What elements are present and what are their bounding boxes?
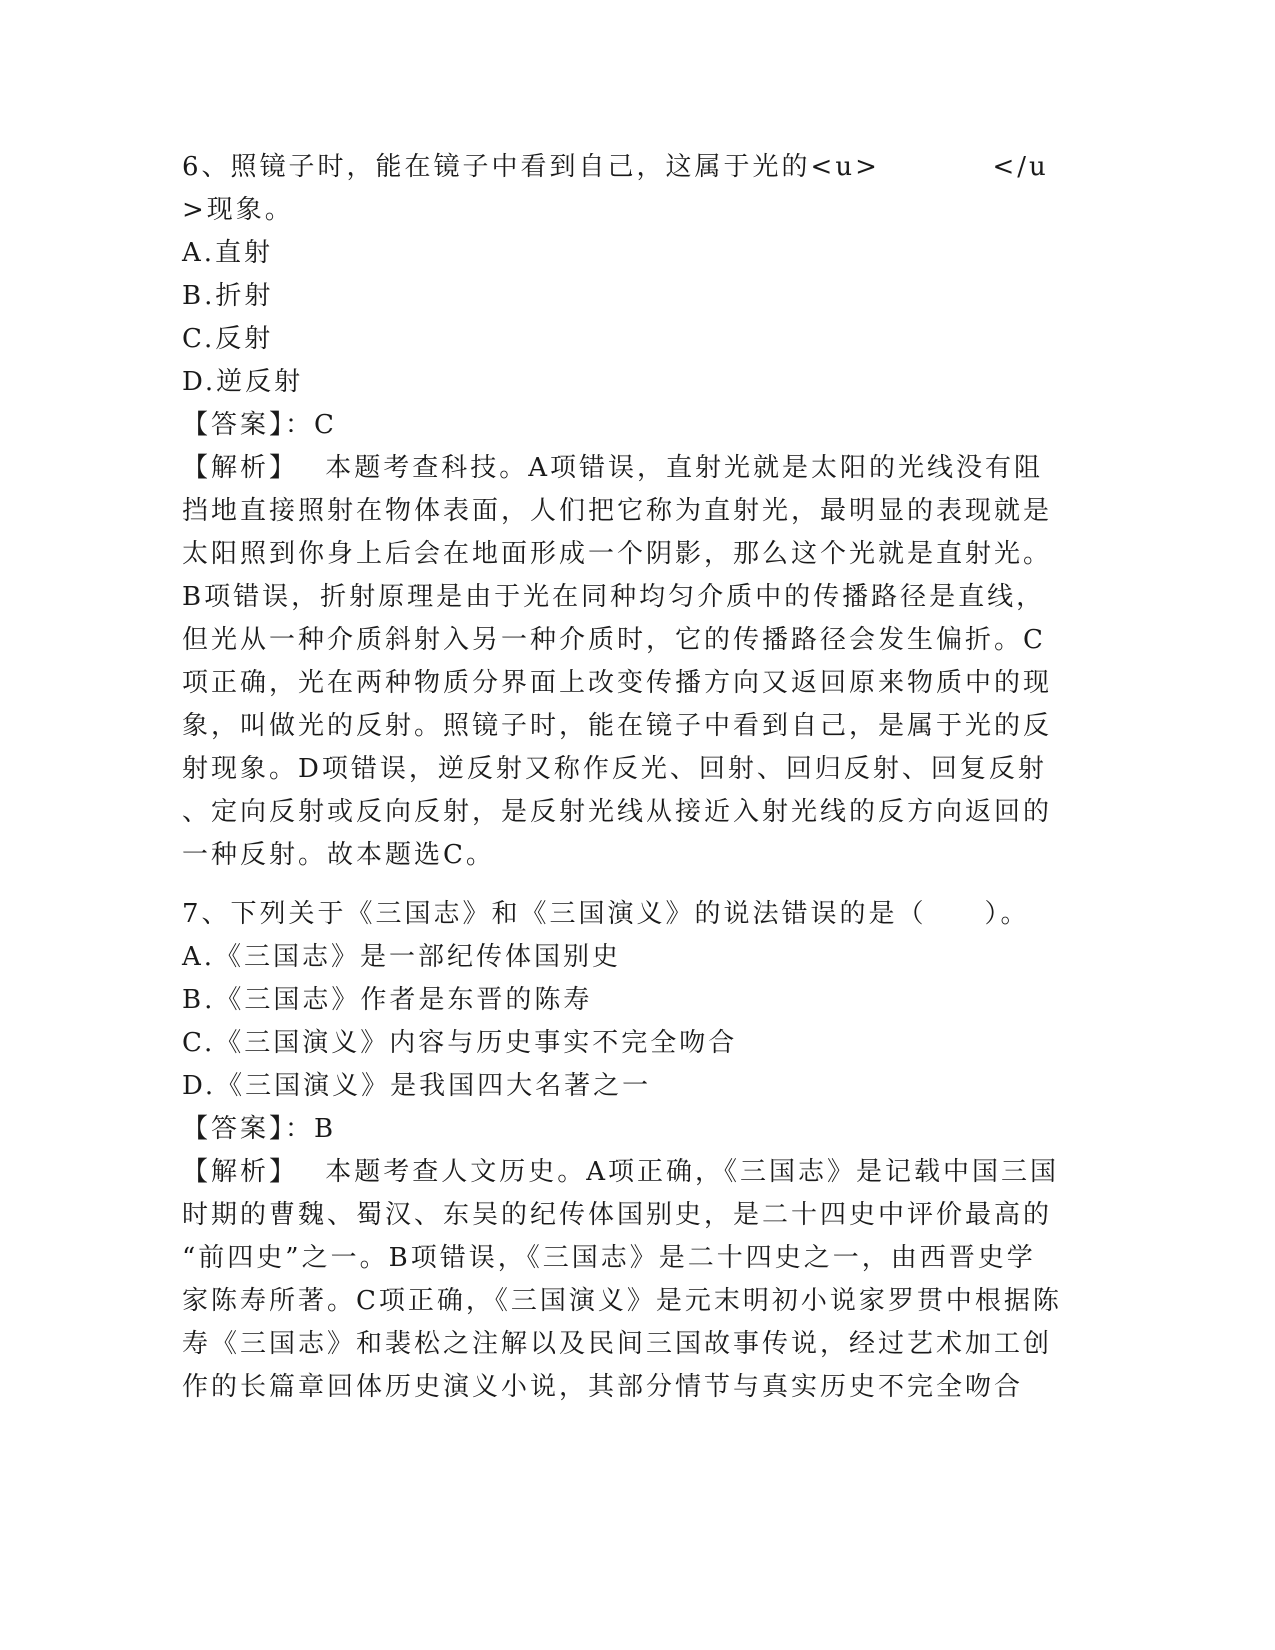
question-7-answer: B	[314, 1114, 337, 1144]
question-7-analysis-label: 【解析】	[182, 1157, 286, 1187]
question-7-answer-row	[182, 1108, 1062, 1151]
question-7-option-d: D.《三国演义》是我国四大名著之一	[182, 1071, 652, 1101]
question-6-option-b: B.折射	[182, 281, 274, 311]
question-6-analysis-row	[182, 447, 1062, 877]
question-7-analysis: 本题考查人文历史。A项正确，《三国志》是记载中国三国时期的曹魏、蜀汉、东吴的纪传体国别史，是二十四史中评价最高的“前四史”之一。B项错误，《三国志》是二十四史之一，由西晋史学家陈寿所著。C项正确，《三国演义》是元末明初小说家罗贯中根据陈寿《三国志》和裴松之注解以及民间三国故事传说，经过艺术加工创作的长篇章回体历史演义小说，其部分情节与真实历史不完全吻合	[182, 1157, 1062, 1402]
question-7-option-b: B.《三国志》作者是东晋的陈寿	[182, 985, 593, 1015]
document-page	[182, 146, 1062, 1409]
question-6-option-d: D.逆反射	[182, 367, 304, 397]
question-7-option-a: A.《三国志》是一部纪传体国别史	[182, 942, 622, 972]
question-6-answer-row	[182, 404, 1062, 447]
question-6-answer: C	[314, 410, 337, 440]
question-6-option-c: C.反射	[182, 324, 274, 354]
question-6-analysis: 本题考查科技。A项错误，直射光就是太阳的光线没有阻挡地直接照射在物体表面，人们把它称为直射光，最明显的表现就是太阳照到你身上后会在地面形成一个阴影，那么这个光就是直射光。B项错误，折射原理是由于光在同种均匀介质中的传播路径是直线，但光从一种介质斜射入另一种介质时，它的传播路径会发生偏折。C项正确，光在两种物质分界面上改变传播方向又返回原来物质中的现象，叫做光的反射。照镜子时，能在镜子中看到自己，是属于光的反射现象。D项错误，逆反射又称作反光、回射、回归反射、回复反射、定向反射或反向反射，是反射光线从接近入射光线的反方向返回的一种反射。故本题选C。	[182, 453, 1053, 870]
question-6-answer-label: 【答案】：	[182, 410, 315, 440]
question-6-option-a: A.直射	[182, 238, 274, 268]
question-7-answer-label: 【答案】：	[182, 1114, 315, 1144]
question-7-analysis-row	[182, 1151, 1062, 1409]
question-6-stem: 6、照镜子时，能在镜子中看到自己，这属于光的<u> </u>现象。	[182, 152, 1049, 225]
question-7-stem: 7、下列关于《三国志》和《三国演义》的说法错误的是（ ）。	[182, 899, 1030, 929]
question-6-analysis-label: 【解析】	[182, 453, 286, 483]
question-7-option-c: C.《三国演义》内容与历史事实不完全吻合	[182, 1028, 738, 1058]
question-6	[182, 146, 1062, 877]
question-7	[182, 893, 1062, 1409]
